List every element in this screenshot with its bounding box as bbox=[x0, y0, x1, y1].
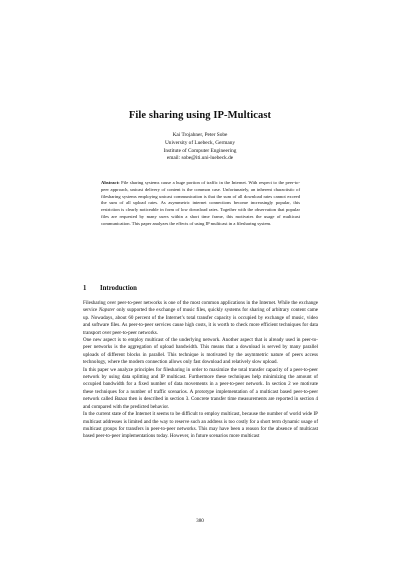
section-heading bbox=[83, 285, 137, 292]
body-text bbox=[83, 300, 318, 441]
paragraph-text: then is described in section 3. Concrete transfer time measurements are reported in section 4 and compared with the predicted behavior. bbox=[83, 396, 319, 410]
paper-title: File sharing using IP-Multicast bbox=[128, 110, 272, 121]
paragraph-text: only supported the exchange of music files, quickly systems for sharing of arbitrary content came up. Nowadays, about 60 percent of the Internet’s total transfer capacity is occupied by exchange of music, video and software files. As peer-to-peer services cause high costs, it is worth to check more efficient techniques for data transport over peer-to-peer networks. bbox=[83, 307, 318, 336]
section-title: Introduction bbox=[100, 285, 137, 292]
author-block bbox=[0, 132, 400, 163]
abstract-text: File sharing systems cause a huge portion of traffic in the Internet. With respect to the peer-to-peer approach, unicast delivery of content is the common case. Unfortunately, an inherent charactistic of filesharing systems employing unicast communication is that the sum of all download rates cannot exceed the sum of all upload rates. As asymmetric internet connections become increasingly popular, this restriction is clearly noticeable in form of low download rates. Together with the observation that popular files are requested by many users within a short time frame, this motivates the usage of multicast communication. This paper analyzes the effects of using IP multicast in a filesharing system. bbox=[101, 180, 301, 226]
author-names: Kai Trojahner, Peter Sobe bbox=[172, 132, 228, 138]
emphasis-bazaa: Bazaa bbox=[114, 396, 128, 403]
section-number: 1 bbox=[83, 285, 87, 292]
paragraph-text: Filesharing over peer-to-peer networks is one of the most common applications in the Internet. While the exchange service bbox=[83, 300, 318, 314]
paragraph-text: In this paper we analyze principles for filesharing in order to maximize the total transfer capacity of a peer-to-peer network by using data splitting and IP multicast. Furthermore these techniques help minimizing the amount of occupied bandwidth for a fixed number of data movements in a peer-to-peer network. In section 2 we motivate these techniques for a number of traffic scenarios. A prototype implementation of a multicast based peer-to-peer network called bbox=[83, 366, 318, 403]
paragraph bbox=[83, 367, 318, 411]
author-institute: Institute of Computer Engineering bbox=[163, 147, 237, 154]
paragraph: One new aspect is to employ multicast of the underlying network. Another aspect that is already used in peer-to-peer networks is the aggregation of upload bandwidth. This means that a download is served by many parallel uploads of different blocks in parallel. This technique is motivated by the asymmetric nature of peers access technology, where the modern connection allows only fast download and relatively slow upload. bbox=[83, 337, 318, 366]
paragraph bbox=[83, 300, 318, 337]
abstract bbox=[101, 180, 300, 227]
author-email: email: sobe@iti.uni-luebeck.de bbox=[166, 155, 234, 162]
page-number: 380 bbox=[196, 518, 204, 524]
abstract-label: Abstract: bbox=[101, 180, 120, 185]
emphasis-napster: Napster bbox=[98, 307, 115, 314]
paragraph: In the current state of the Internet it seems to be difficult to employ multicast, because the number of world wide IP multicast addresses is limited and the way to reserve such an address is too costly for a short term dynamic usage of multicast groups for transfers in peer-to-peer networks. This may have been a reason for the absence of multicast based peer-to-peer implementations today. However, in future scenarios more multicast bbox=[83, 411, 318, 440]
author-university: University of Luebeck, Germany bbox=[164, 139, 235, 146]
